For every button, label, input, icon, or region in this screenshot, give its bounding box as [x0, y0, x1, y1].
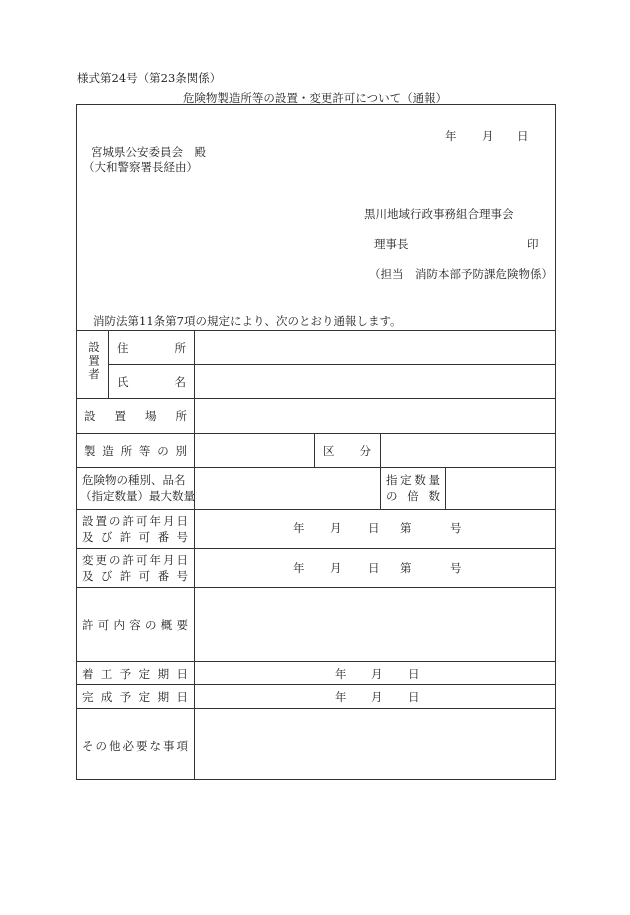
install-permit-label-char: 置 — [95, 514, 107, 528]
completion-date-label-char: 期 — [157, 690, 170, 704]
change-permit-label-char: 年 — [149, 553, 161, 567]
change-permit-label-char: 日 — [176, 553, 188, 567]
summary-label-char: 内 — [113, 618, 125, 632]
document-title: 危険物製造所等の設置・変更許可について（通報） — [182, 91, 448, 105]
install-permit-label-char: 月 — [163, 514, 175, 528]
row-line — [76, 330, 556, 331]
change-permit-label-char: 番 — [157, 569, 170, 583]
summary-label-char: 容 — [129, 618, 141, 632]
via-office: （大和警察署長経由） — [83, 160, 198, 174]
facility-type-label-char: 造 — [102, 444, 114, 458]
category-label — [323, 443, 371, 459]
change-month: 月 — [330, 561, 342, 575]
name-label — [117, 374, 186, 390]
install-permit-label-char: 及 — [82, 530, 94, 544]
completion-month: 月 — [371, 690, 383, 704]
other-label-char: 項 — [176, 739, 188, 753]
install-permit-label-char: 日 — [176, 514, 188, 528]
name-label-char: 名 — [174, 375, 186, 389]
start-date-label-char: 工 — [100, 667, 113, 681]
other-label-char: 事 — [163, 739, 175, 753]
facility-type-label-char: 等 — [138, 444, 151, 458]
change-permit-label-char: 及 — [82, 569, 94, 583]
location-label-char: 場 — [145, 409, 157, 423]
multiple-label-char: 定 — [400, 473, 412, 487]
install-month: 月 — [330, 521, 342, 535]
install-permit-label-char: 年 — [149, 514, 161, 528]
facility-type-label-char: 所 — [120, 444, 133, 458]
completion-year: 年 — [335, 690, 347, 704]
row-line — [76, 684, 556, 685]
install-permit-label-char: 可 — [136, 514, 148, 528]
facility-type-label-char: の — [157, 444, 169, 458]
date-day: 日 — [517, 129, 529, 143]
installer-label: 設置者 — [87, 341, 101, 382]
completion-day: 日 — [408, 690, 420, 704]
install-day: 日 — [368, 521, 380, 535]
name-label-char: 氏 — [117, 375, 129, 389]
change-permit-label-char: 可 — [138, 569, 151, 583]
completion-date-label — [82, 689, 188, 705]
location-label-char: 所 — [175, 409, 187, 423]
install-permit-label-line1 — [82, 513, 188, 529]
install-permit-label-char: 可 — [138, 530, 151, 544]
start-date-label-char: 日 — [176, 667, 188, 681]
summary-label-char: 概 — [160, 618, 173, 632]
other-label-char: そ — [82, 739, 94, 753]
install-number-prefix: 第 — [400, 521, 412, 535]
start-year: 年 — [335, 667, 347, 681]
completion-date-label-char: 完 — [82, 690, 94, 704]
install-number-suffix: 号 — [450, 521, 462, 535]
other-label-char: 要 — [136, 739, 148, 753]
category-label-char: 区 — [323, 444, 335, 458]
install-permit-label-char: 許 — [119, 530, 132, 544]
install-permit-label-char: の — [109, 514, 121, 528]
other-label-char: 必 — [122, 739, 134, 753]
summary-label-char: 要 — [176, 618, 188, 632]
other-label-char: 他 — [109, 739, 121, 753]
column-line — [108, 330, 109, 398]
facility-type-label-char: 製 — [84, 444, 96, 458]
change-permit-label-char: 号 — [176, 569, 188, 583]
location-label-char: 設 — [84, 409, 96, 423]
change-permit-label-char: 更 — [95, 553, 107, 567]
multiple-label-char: 倍 — [407, 489, 419, 503]
other-label-char: な — [149, 739, 161, 753]
address-label — [117, 340, 186, 356]
change-permit-label-char: び — [100, 569, 113, 583]
multiple-label-char: 数 — [428, 489, 440, 503]
install-permit-label-char: び — [100, 530, 113, 544]
start-date-label-char: 着 — [82, 667, 94, 681]
install-permit-label-line2 — [82, 529, 188, 545]
completion-date-label-char: 成 — [100, 690, 113, 704]
hazmat-label-line2: （指定数量）最大数量 — [80, 489, 195, 503]
form-code: 様式第24号（第23条関係） — [77, 71, 222, 85]
sender-title: 理事長 — [374, 237, 409, 251]
multiple-label-line1 — [386, 472, 440, 488]
install-year: 年 — [293, 521, 305, 535]
column-line — [445, 467, 446, 509]
start-date-label-char: 定 — [138, 667, 151, 681]
multiple-label-line2 — [386, 488, 440, 504]
change-permit-label-line1 — [82, 552, 188, 568]
location-label — [84, 408, 187, 424]
completion-date-label-char: 日 — [176, 690, 188, 704]
row-line — [76, 398, 556, 399]
install-permit-label-char: 号 — [176, 530, 188, 544]
install-permit-label-char: 許 — [122, 514, 134, 528]
category-label-char: 分 — [359, 444, 371, 458]
hazmat-label-line1: 危険物の種別、品名 — [82, 473, 186, 487]
column-line — [380, 433, 381, 509]
change-day: 日 — [368, 561, 380, 575]
start-month: 月 — [371, 667, 383, 681]
other-label-char: の — [95, 739, 107, 753]
start-day: 日 — [408, 667, 420, 681]
column-line — [314, 433, 315, 467]
statement: 消防法第11条第7項の規定により、次のとおり通報します。 — [93, 314, 402, 328]
change-permit-label-char: の — [109, 553, 121, 567]
summary-label-char: の — [145, 618, 157, 632]
change-number-suffix: 号 — [450, 561, 462, 575]
row-line — [108, 364, 556, 365]
row-line — [76, 548, 556, 549]
change-permit-label-char: 月 — [163, 553, 175, 567]
change-year: 年 — [293, 561, 305, 575]
row-line — [76, 708, 556, 709]
completion-date-label-char: 定 — [138, 690, 151, 704]
contact-info: （担当 消防本部予防課危険物係） — [369, 267, 553, 281]
install-permit-label-char: 設 — [82, 514, 94, 528]
seal-mark: 印 — [527, 237, 539, 251]
multiple-label-char: 指 — [386, 473, 398, 487]
change-permit-label-line2 — [82, 568, 188, 584]
summary-label-char: 許 — [82, 618, 94, 632]
start-date-label-char: 期 — [157, 667, 170, 681]
location-label-char: 置 — [114, 409, 126, 423]
address-label-char: 所 — [174, 341, 186, 355]
multiple-label-char: の — [386, 489, 398, 503]
start-date-label-char: 予 — [119, 667, 132, 681]
completion-date-label-char: 予 — [119, 690, 132, 704]
multiple-label-char: 数 — [414, 473, 426, 487]
row-line — [76, 587, 556, 588]
change-permit-label-char: 変 — [82, 553, 94, 567]
change-permit-label-char: 許 — [119, 569, 132, 583]
install-permit-label-char: 番 — [157, 530, 170, 544]
facility-type-label-char: 別 — [175, 444, 187, 458]
recipient: 宮城県公安委員会 殿 — [91, 145, 206, 159]
change-permit-label-char: 許 — [122, 553, 134, 567]
other-label — [82, 738, 188, 754]
sender-organization: 黒川地域行政事務組合理事会 — [364, 207, 514, 221]
row-line — [76, 509, 556, 510]
start-date-label — [82, 666, 188, 682]
row-line — [76, 467, 556, 468]
date-year: 年 — [445, 129, 457, 143]
date-month: 月 — [482, 129, 494, 143]
summary-label-char: 可 — [97, 618, 110, 632]
facility-type-label — [84, 443, 187, 459]
summary-label — [82, 617, 188, 633]
row-line — [76, 433, 556, 434]
address-label-char: 住 — [117, 341, 129, 355]
column-line — [194, 330, 195, 780]
row-line — [76, 661, 556, 662]
change-number-prefix: 第 — [400, 561, 412, 575]
multiple-label-char: 量 — [428, 473, 440, 487]
change-permit-label-char: 可 — [136, 553, 148, 567]
